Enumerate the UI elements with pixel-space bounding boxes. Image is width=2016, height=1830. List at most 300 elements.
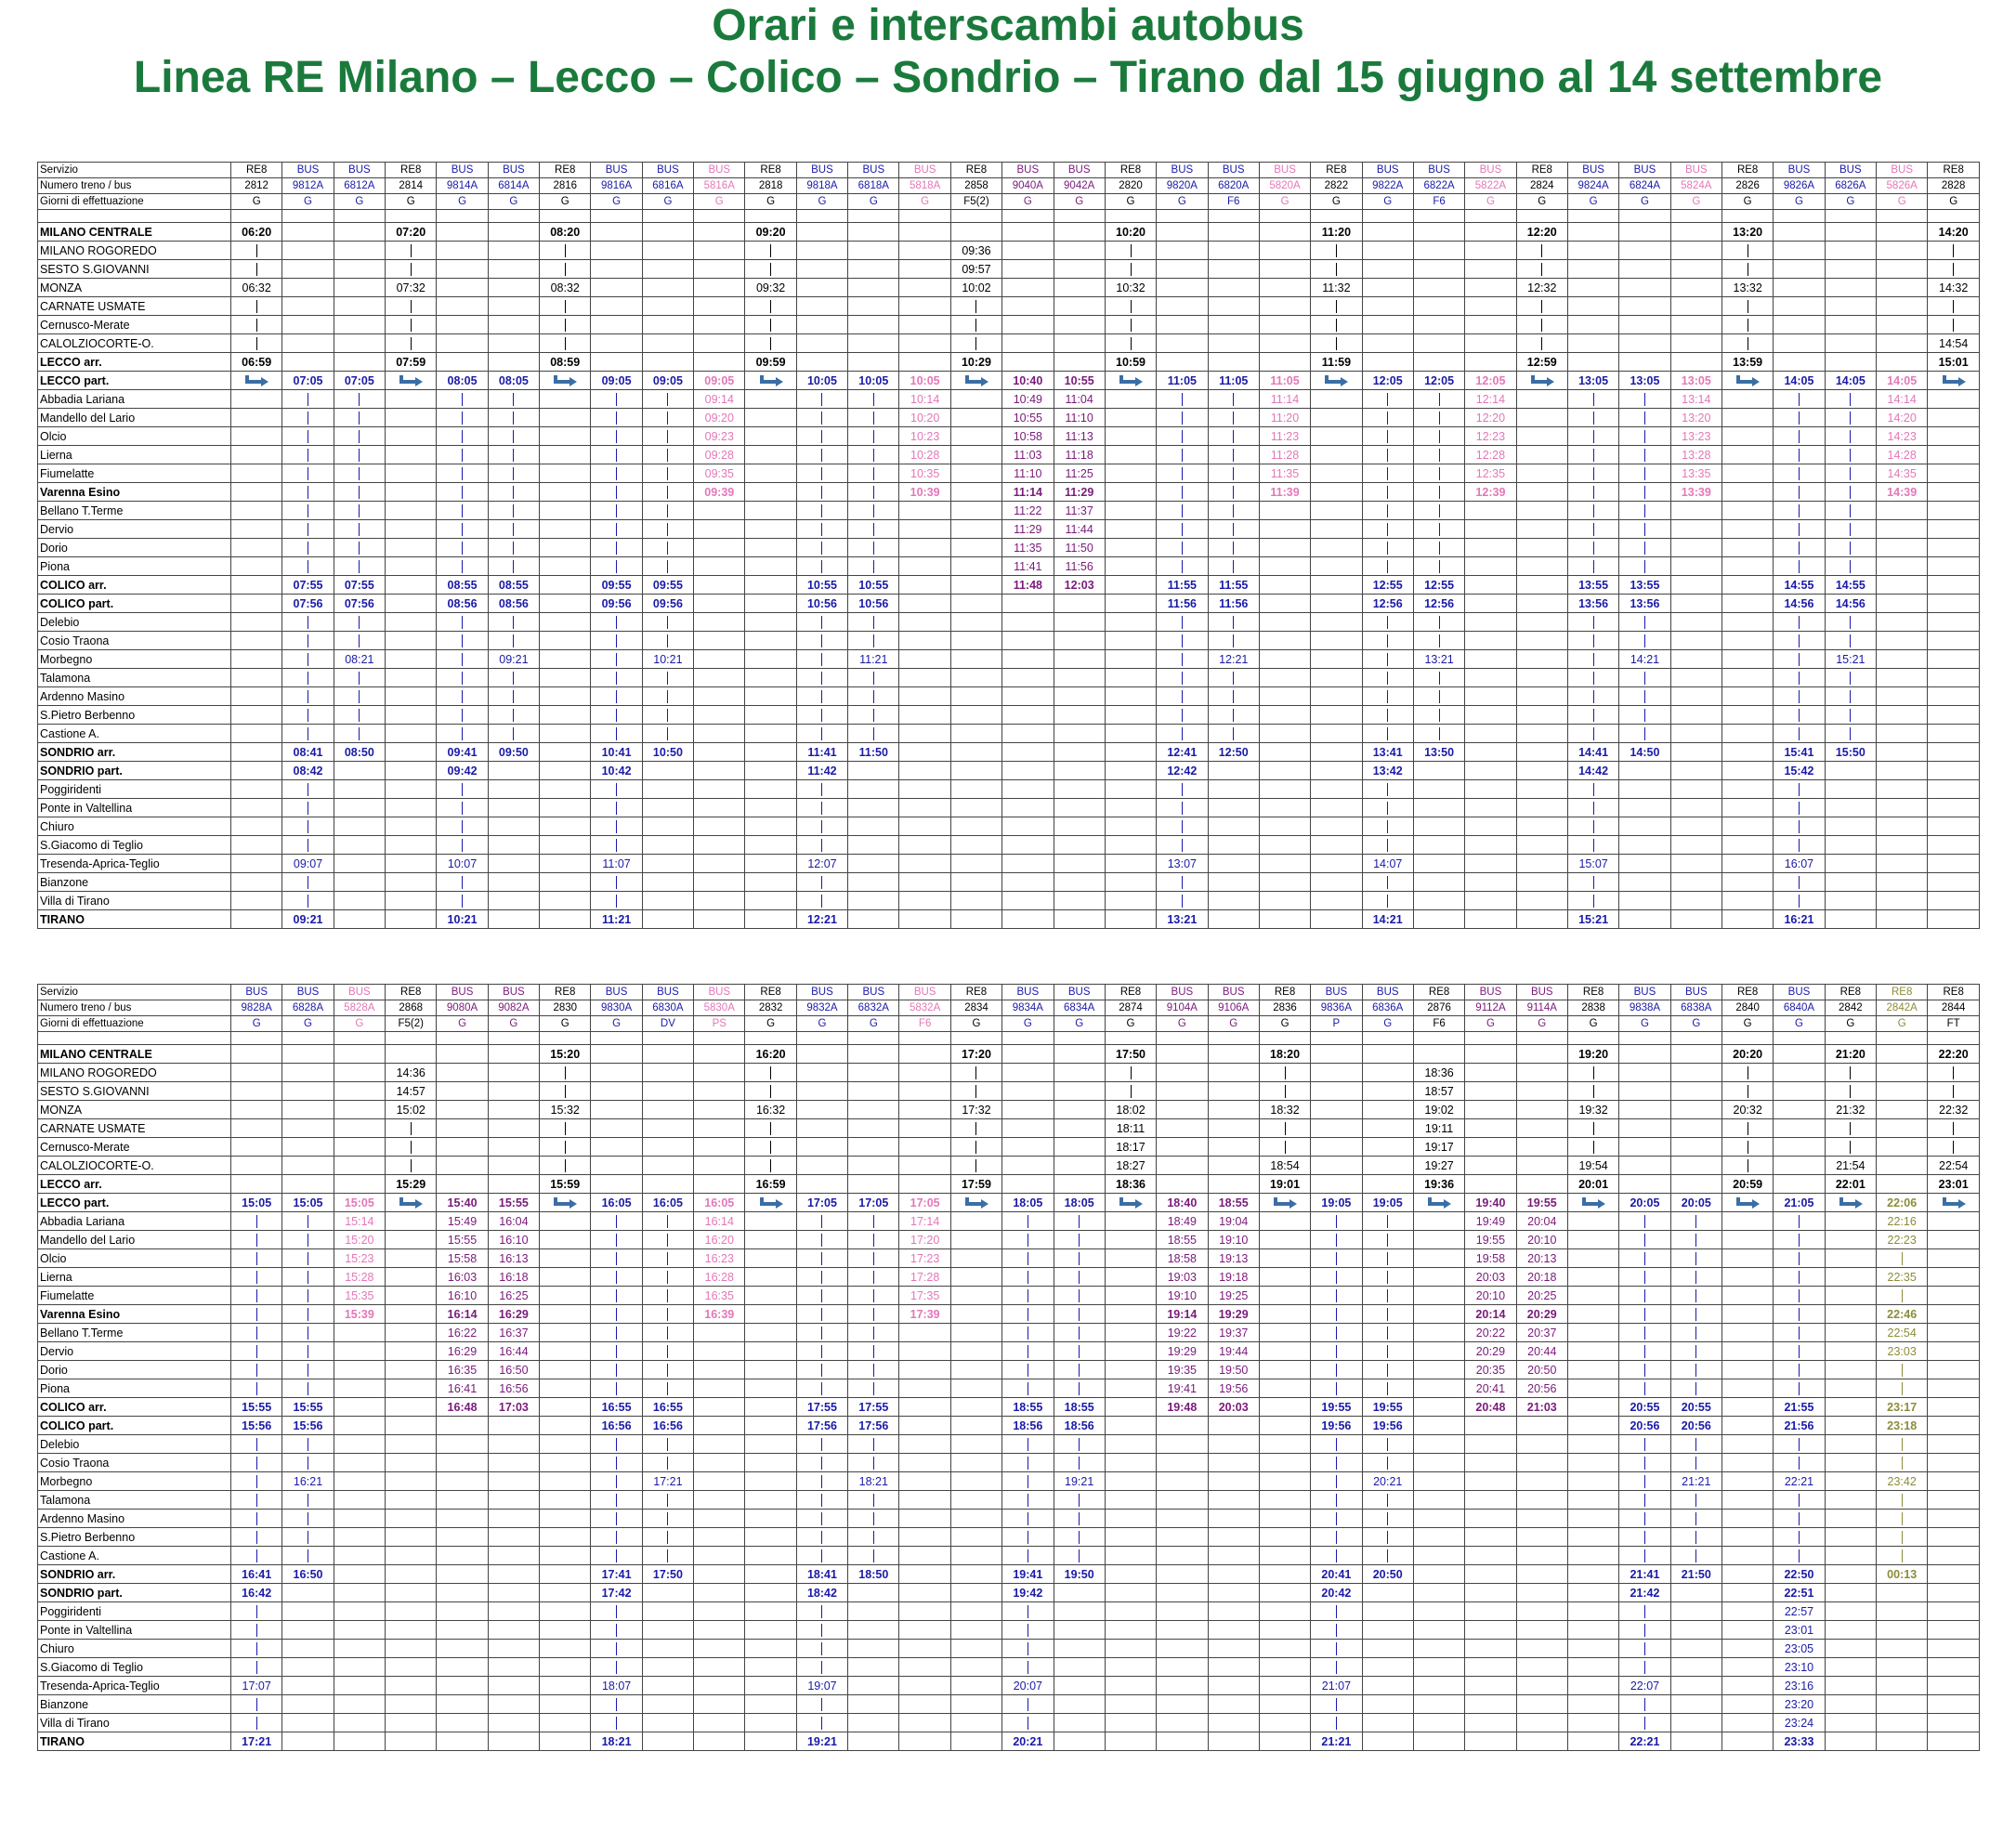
pass-through-cell (1516, 260, 1567, 279)
pass-through-mark (1336, 1717, 1337, 1730)
bus-transfer-cell (1928, 1194, 1980, 1212)
empty-cell (1259, 557, 1310, 576)
header-cell: 9824A (1567, 178, 1618, 194)
pass-through-cell (950, 297, 1001, 316)
empty-cell (1877, 780, 1928, 799)
empty-cell (1054, 1101, 1105, 1119)
empty-cell (848, 1602, 899, 1621)
pass-through-cell (591, 520, 642, 539)
time-cell: 17:05 (848, 1194, 899, 1212)
time-cell: 11:22 (1002, 502, 1054, 520)
empty-cell (437, 1119, 488, 1138)
header-cell: BUS (1670, 163, 1721, 178)
time-cell: 16:23 (694, 1249, 745, 1268)
empty-cell (1311, 446, 1362, 464)
pass-through-cell (1413, 446, 1464, 464)
pass-through-cell (488, 390, 539, 409)
station-name: SONDRIO part. (38, 1584, 231, 1602)
time-cell: 10:14 (899, 390, 950, 409)
empty-cell (540, 613, 591, 632)
pass-through-cell (1825, 539, 1876, 557)
empty-cell (1670, 1658, 1721, 1677)
empty-cell (1721, 1268, 1773, 1287)
station-name: Piona (38, 557, 231, 576)
pass-through-cell (1567, 557, 1618, 576)
time-cell: 13:41 (1362, 743, 1413, 762)
empty-cell (642, 1658, 693, 1677)
empty-cell (950, 1547, 1001, 1565)
empty-cell (1259, 1732, 1310, 1751)
time-cell: 11:20 (1259, 409, 1310, 427)
pass-through-mark (616, 1438, 617, 1451)
pass-through-cell (1619, 613, 1670, 632)
header-cell: 9828A (231, 1000, 282, 1016)
empty-cell (1054, 687, 1105, 706)
pass-through-cell (848, 613, 899, 632)
empty-cell (950, 873, 1001, 892)
empty-cell (386, 910, 437, 929)
empty-cell (899, 1119, 950, 1138)
pass-through-cell (591, 483, 642, 502)
pass-through-cell (848, 539, 899, 557)
station-name: Morbegno (38, 650, 231, 669)
empty-cell (1311, 520, 1362, 539)
time-cell: 19:55 (1465, 1231, 1516, 1249)
pass-through-mark (873, 1271, 874, 1284)
empty-cell (848, 1045, 899, 1064)
empty-cell (899, 1677, 950, 1695)
pass-through-cell (282, 1547, 334, 1565)
pass-through-cell (1413, 706, 1464, 725)
pass-through-cell (334, 409, 385, 427)
empty-cell (694, 613, 745, 632)
station-name: Lierna (38, 446, 231, 464)
time-cell: 18:57 (1413, 1082, 1464, 1101)
header-cell: 9040A (1002, 178, 1054, 194)
header-cell: G (848, 194, 899, 210)
pass-through-cell (1516, 242, 1567, 260)
pass-through-mark (256, 244, 257, 257)
header-cell: 2820 (1105, 178, 1156, 194)
time-cell: 14:05 (1825, 372, 1876, 390)
empty-cell (642, 799, 693, 817)
pass-through-cell (231, 1305, 282, 1324)
empty-cell (950, 1379, 1001, 1398)
pass-through-mark (462, 895, 463, 908)
time-cell: 11:37 (1054, 502, 1105, 520)
pass-through-mark (1336, 1457, 1337, 1470)
empty-cell (334, 1342, 385, 1361)
empty-cell (1516, 632, 1567, 650)
time-cell: 23:16 (1774, 1677, 1825, 1695)
pass-through-mark (462, 839, 463, 852)
pass-through-mark (462, 560, 463, 573)
station-row (38, 520, 1980, 539)
pass-through-cell (848, 557, 899, 576)
time-cell: 17:42 (591, 1584, 642, 1602)
empty-cell (1721, 576, 1773, 595)
station-row (38, 539, 1980, 557)
empty-cell (334, 1045, 385, 1064)
empty-cell (899, 1417, 950, 1435)
empty-cell (1259, 1342, 1310, 1361)
bus-transfer-cell (1928, 372, 1980, 390)
empty-cell (1721, 1584, 1773, 1602)
header-cell: 2830 (540, 1000, 591, 1016)
station-name: Cernusco-Merate (38, 1138, 231, 1157)
pass-through-mark (462, 653, 463, 666)
pass-through-cell (1362, 706, 1413, 725)
time-cell: 16:32 (745, 1101, 796, 1119)
empty-cell (1259, 1435, 1310, 1454)
pass-through-mark (667, 1327, 668, 1340)
empty-cell (1877, 316, 1928, 334)
pass-through-cell (1208, 390, 1259, 409)
station-row (38, 1528, 1980, 1547)
empty-cell (1516, 1732, 1567, 1751)
empty-cell (1877, 1621, 1928, 1640)
pass-through-mark (616, 1549, 617, 1562)
empty-cell (642, 1082, 693, 1101)
empty-cell (1465, 1472, 1516, 1491)
empty-cell (950, 1435, 1001, 1454)
pass-through-cell (1567, 520, 1618, 539)
empty-cell (1877, 743, 1928, 762)
pass-through-mark (462, 616, 463, 629)
header-cell: 6832A (848, 1000, 899, 1016)
empty-cell (1825, 1528, 1876, 1547)
pass-through-mark (667, 412, 668, 425)
header-cell: RE8 (1721, 163, 1773, 178)
empty-cell (386, 427, 437, 446)
pass-through-mark (256, 319, 257, 332)
pass-through-mark (975, 1122, 976, 1135)
pass-through-cell (540, 297, 591, 316)
pass-through-cell (1208, 483, 1259, 502)
time-cell: 12:05 (1362, 372, 1413, 390)
pass-through-mark (1233, 393, 1234, 406)
pass-through-mark (1439, 560, 1440, 573)
header-cell: 5822A (1465, 178, 1516, 194)
empty-cell (1465, 1435, 1516, 1454)
station-name: S.Giacomo di Teglio (38, 1658, 231, 1677)
pass-through-mark (1850, 634, 1851, 647)
pass-through-cell (642, 1231, 693, 1249)
time-cell: 11:59 (1311, 353, 1362, 372)
empty-cell (1670, 297, 1721, 316)
time-cell: 18:17 (1105, 1138, 1156, 1157)
empty-cell (1311, 1064, 1362, 1082)
pass-through-mark (1387, 1234, 1388, 1247)
pass-through-cell (488, 687, 539, 706)
empty-cell (540, 892, 591, 910)
empty-cell (642, 297, 693, 316)
pass-through-cell (1567, 780, 1618, 799)
pass-through-cell (1413, 632, 1464, 650)
empty-cell (848, 799, 899, 817)
empty-cell (1259, 1324, 1310, 1342)
empty-cell (1928, 502, 1980, 520)
pass-through-cell (1877, 1379, 1928, 1398)
pass-through-cell (796, 1379, 847, 1398)
empty-cell (1157, 334, 1208, 353)
pass-through-mark (513, 616, 514, 629)
pass-through-mark (256, 1642, 257, 1655)
pass-through-cell (1774, 836, 1825, 855)
empty-cell (1721, 910, 1773, 929)
empty-cell (488, 1528, 539, 1547)
pass-through-mark (256, 1717, 257, 1730)
pass-through-cell (282, 1212, 334, 1231)
pass-through-mark (1644, 1438, 1645, 1451)
empty-cell (950, 632, 1001, 650)
pass-through-mark (256, 1271, 257, 1284)
pass-through-cell (1619, 1454, 1670, 1472)
time-cell: 17:03 (488, 1398, 539, 1417)
empty-cell (1002, 892, 1054, 910)
header-cell: BUS (1619, 163, 1670, 178)
time-cell: 19:27 (1413, 1157, 1464, 1175)
empty-cell (1259, 855, 1310, 873)
empty-cell (1157, 297, 1208, 316)
station-name: TIRANO (38, 910, 231, 929)
pass-through-mark (1387, 412, 1388, 425)
empty-cell (899, 1045, 950, 1064)
pass-through-cell (282, 1231, 334, 1249)
station-name: Chiuro (38, 817, 231, 836)
empty-cell (1259, 539, 1310, 557)
empty-cell (1721, 669, 1773, 687)
empty-cell (1567, 1640, 1618, 1658)
time-cell: 10:40 (1002, 372, 1054, 390)
station-name: Abbadia Lariana (38, 390, 231, 409)
empty-cell (231, 576, 282, 595)
pass-through-mark (821, 690, 822, 703)
bus-transfer-cell (1413, 1194, 1464, 1212)
empty-cell (1413, 1231, 1464, 1249)
empty-cell (1670, 873, 1721, 892)
empty-cell (282, 1045, 334, 1064)
time-cell: 19:56 (1311, 1417, 1362, 1435)
pass-through-cell (642, 613, 693, 632)
empty-cell (745, 725, 796, 743)
empty-cell (1259, 687, 1310, 706)
empty-cell (899, 595, 950, 613)
empty-cell (1157, 1695, 1208, 1714)
time-cell: 12:56 (1362, 595, 1413, 613)
pass-through-mark (873, 1308, 874, 1321)
empty-cell (1105, 650, 1156, 669)
empty-cell (694, 242, 745, 260)
header-cell: G (1362, 194, 1413, 210)
empty-cell (848, 260, 899, 279)
time-cell: 20:55 (1619, 1398, 1670, 1417)
empty-cell (1619, 855, 1670, 873)
empty-cell (1516, 1640, 1567, 1658)
empty-cell (1208, 1640, 1259, 1658)
pass-through-cell (1619, 1268, 1670, 1287)
empty-cell (1516, 446, 1567, 464)
empty-cell (1516, 539, 1567, 557)
pass-through-cell (591, 613, 642, 632)
pass-through-cell (1567, 817, 1618, 836)
header-cell: 2876 (1413, 1000, 1464, 1016)
empty-cell (437, 1417, 488, 1435)
empty-cell (694, 1045, 745, 1064)
time-cell: 16:28 (694, 1268, 745, 1287)
empty-cell (1413, 334, 1464, 353)
empty-cell (1825, 1398, 1876, 1417)
pass-through-mark (513, 393, 514, 406)
empty-cell (1670, 1640, 1721, 1658)
pass-through-mark (1285, 1085, 1286, 1098)
empty-cell (1259, 1231, 1310, 1249)
pass-through-cell (1002, 1231, 1054, 1249)
empty-cell (694, 725, 745, 743)
pass-through-cell (642, 1547, 693, 1565)
pass-through-mark (1233, 467, 1234, 480)
time-cell: 16:05 (694, 1194, 745, 1212)
pass-through-cell (1774, 483, 1825, 502)
pass-through-cell (1054, 1324, 1105, 1342)
pass-through-cell (642, 669, 693, 687)
empty-cell (796, 316, 847, 334)
empty-cell (231, 427, 282, 446)
pass-through-mark (1902, 1494, 1903, 1507)
time-cell: 19:56 (1208, 1379, 1259, 1398)
header-cell: 6814A (488, 178, 539, 194)
pass-through-cell (848, 1454, 899, 1472)
pass-through-mark (1182, 895, 1183, 908)
empty-cell (694, 297, 745, 316)
empty-cell (1362, 1138, 1413, 1157)
empty-cell (591, 334, 642, 353)
empty-cell (540, 669, 591, 687)
arrow-right-down-icon (1425, 1196, 1453, 1209)
time-cell: 19:18 (1208, 1268, 1259, 1287)
empty-cell (282, 242, 334, 260)
pass-through-cell (540, 1082, 591, 1101)
empty-cell (950, 1454, 1001, 1472)
station-row (38, 1398, 1980, 1417)
pass-through-mark (1336, 1308, 1337, 1321)
pass-through-mark (513, 523, 514, 536)
empty-cell (386, 1268, 437, 1287)
empty-cell (1516, 1491, 1567, 1510)
header-label: Servizio (38, 163, 231, 178)
empty-cell (1774, 242, 1825, 260)
pass-through-cell (1157, 539, 1208, 557)
empty-cell (1516, 743, 1567, 762)
pass-through-cell (591, 1361, 642, 1379)
pass-through-cell (1105, 297, 1156, 316)
header-cell: 6824A (1619, 178, 1670, 194)
empty-cell (1774, 1119, 1825, 1138)
time-cell: 20:25 (1516, 1287, 1567, 1305)
empty-cell (1208, 817, 1259, 836)
empty-cell (282, 279, 334, 297)
time-cell: 09:32 (745, 279, 796, 297)
pass-through-mark (462, 542, 463, 555)
time-cell: 21:41 (1619, 1565, 1670, 1584)
pass-through-mark (821, 1215, 822, 1228)
empty-cell (231, 687, 282, 706)
time-cell: 10:32 (1105, 279, 1156, 297)
empty-cell (540, 1472, 591, 1491)
header-cell: BUS (1054, 163, 1105, 178)
empty-cell (1157, 279, 1208, 297)
pass-through-mark (513, 412, 514, 425)
time-cell: 22:23 (1877, 1231, 1928, 1249)
pass-through-mark (821, 895, 822, 908)
empty-cell (1054, 1082, 1105, 1101)
empty-cell (386, 1714, 437, 1732)
pass-through-cell (282, 1510, 334, 1528)
pass-through-mark (821, 1382, 822, 1395)
pass-through-mark (1695, 1234, 1696, 1247)
empty-cell (1928, 743, 1980, 762)
empty-cell (1413, 836, 1464, 855)
pass-through-cell (591, 1268, 642, 1287)
empty-cell (1362, 1064, 1413, 1082)
pass-through-cell (591, 390, 642, 409)
time-cell: 12:42 (1157, 762, 1208, 780)
empty-cell (488, 836, 539, 855)
empty-cell (1825, 316, 1876, 334)
header-cell: BUS (1208, 985, 1259, 1000)
pass-through-mark (1593, 727, 1594, 740)
pass-through-cell (1774, 502, 1825, 520)
pass-through-cell (437, 799, 488, 817)
empty-cell (899, 1472, 950, 1491)
empty-cell (1928, 613, 1980, 632)
arrow-right-down-icon (397, 1196, 425, 1209)
time-cell: 20:42 (1311, 1584, 1362, 1602)
pass-through-cell (591, 1528, 642, 1547)
station-row (38, 297, 1980, 316)
empty-cell (1105, 780, 1156, 799)
empty-cell (1928, 557, 1980, 576)
empty-cell (282, 1695, 334, 1714)
empty-cell (642, 1101, 693, 1119)
pass-through-cell (848, 464, 899, 483)
header-cell: 6816A (642, 178, 693, 194)
header-cell: BUS (282, 985, 334, 1000)
empty-cell (1877, 687, 1928, 706)
pass-through-cell (1002, 1342, 1054, 1361)
empty-cell (437, 242, 488, 260)
empty-cell (231, 1119, 282, 1138)
pass-through-mark (513, 542, 514, 555)
time-cell: 16:56 (488, 1379, 539, 1398)
time-cell: 18:36 (1413, 1064, 1464, 1082)
empty-cell (1465, 780, 1516, 799)
empty-cell (950, 836, 1001, 855)
empty-cell (1928, 1677, 1980, 1695)
time-cell: 11:55 (1208, 576, 1259, 595)
empty-cell (1105, 1658, 1156, 1677)
pass-through-cell (796, 502, 847, 520)
empty-cell (899, 855, 950, 873)
header-cell: DV (642, 1016, 693, 1032)
station-row (38, 1435, 1980, 1454)
time-cell: 14:42 (1567, 762, 1618, 780)
empty-cell (899, 279, 950, 297)
empty-cell (1311, 595, 1362, 613)
pass-through-mark (1387, 1494, 1388, 1507)
pass-through-mark (1131, 244, 1132, 257)
pass-through-cell (1774, 892, 1825, 910)
